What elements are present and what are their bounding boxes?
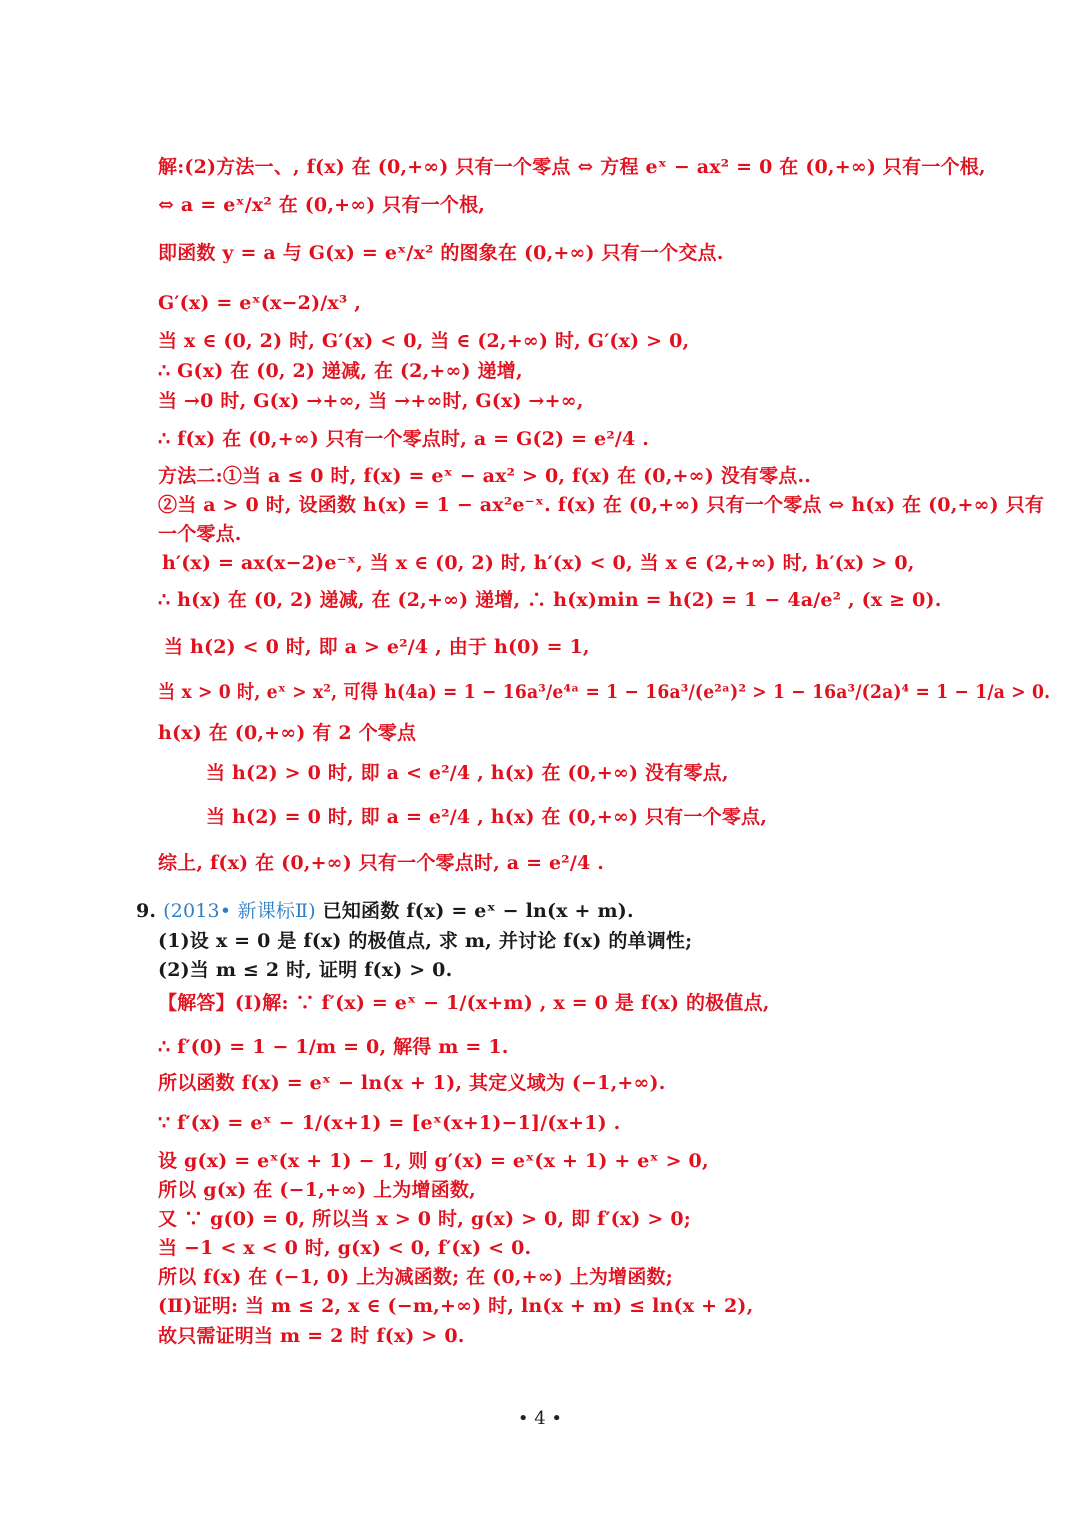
solution-line: ②当 a > 0 时, 设函数 h(x) = 1 − ax²e⁻ˣ. f(x) 在 (0,+∞) 只有一个零点 ⇔ h(x) 在 (0,+∞) 只有 [158, 494, 1045, 516]
answer-line: ∵ f′(x) = eˣ − 1/(x+1) = [eˣ(x+1)−1]/(x+1) . [158, 1112, 621, 1134]
question-9-part2: (2)当 m ≤ 2 时, 证明 f(x) > 0. [158, 959, 453, 981]
answer-line: 又 ∵ g(0) = 0, 所以当 x > 0 时, g(x) > 0, 即 f′(x) > 0; [158, 1208, 691, 1230]
question-source: (2013• 新课标Ⅱ) [163, 900, 316, 922]
solution-line: 解:(2)方法一、, f(x) 在 (0,+∞) 只有一个零点 ⇔ 方程 eˣ − ax² = 0 在 (0,+∞) 只有一个根, [158, 156, 986, 178]
answer-line: 所以函数 f(x) = eˣ − ln(x + 1), 其定义域为 (−1,+∞). [158, 1072, 666, 1094]
solution-line: ∴ G(x) 在 (0, 2) 递减, 在 (2,+∞) 递增, [158, 360, 523, 382]
question-9-stem [136, 898, 634, 924]
answer-line [158, 990, 770, 1016]
question-number: 9. [136, 900, 157, 922]
answer-tag: 【解答】 [158, 992, 235, 1014]
solution-line: G′(x) = eˣ(x−2)/x³ , [158, 292, 362, 314]
question-9-part1: (1)设 x = 0 是 f(x) 的极值点, 求 m, 并讨论 f(x) 的单调性; [158, 930, 693, 952]
solution-line: 当 x > 0 时, eˣ > x², 可得 h(4a) = 1 − 16a³/e⁴ᵃ = 1 − 16a³/(e²ᵃ)² > 1 − 16a³/(2a)⁴ = 1 − 1/a > 0. [158, 681, 1051, 703]
solution-line: h′(x) = ax(x−2)e⁻ˣ, 当 x ∈ (0, 2) 时, h′(x) < 0, 当 x ∈ (2,+∞) 时, h′(x) > 0, [162, 552, 915, 574]
solution-line: 当 h(2) < 0 时, 即 a > e²/4 , 由于 h(0) = 1, [164, 636, 590, 658]
solution-line: ⇔ a = eˣ/x² 在 (0,+∞) 只有一个根, [158, 194, 486, 216]
solution-line: 当 →0 时, G(x) →+∞, 当 →+∞时, G(x) →+∞, [158, 390, 584, 412]
solution-line: ∴ h(x) 在 (0, 2) 递减, 在 (2,+∞) 递增, ∴ h(x)min = h(2) = 1 − 4a/e² , (x ≥ 0). [158, 589, 942, 611]
answer-line: 当 −1 < x < 0 时, g(x) < 0, f′(x) < 0. [158, 1237, 532, 1259]
answer-line: 所以 g(x) 在 (−1,+∞) 上为增函数, [158, 1179, 476, 1201]
answer-line: 所以 f(x) 在 (−1, 0) 上为减函数; 在 (0,+∞) 上为增函数; [158, 1266, 673, 1288]
solution-line: 即函数 y = a 与 G(x) = eˣ/x² 的图象在 (0,+∞) 只有一个交点. [158, 242, 724, 264]
solution-line: 方法二:①当 a ≤ 0 时, f(x) = eˣ − ax² > 0, f(x) 在 (0,+∞) 没有零点.. [158, 465, 812, 487]
answer-line: ∴ f′(0) = 1 − 1/m = 0, 解得 m = 1. [158, 1036, 509, 1058]
solution-line: 当 h(2) = 0 时, 即 a = e²/4 , h(x) 在 (0,+∞) 只有一个零点, [206, 806, 768, 828]
answer-line: 设 g(x) = eˣ(x + 1) − 1, 则 g′(x) = eˣ(x + 1) + eˣ > 0, [158, 1150, 709, 1172]
question-stem-text: 已知函数 f(x) = eˣ − ln(x + m). [322, 900, 634, 922]
solution-line: 综上, f(x) 在 (0,+∞) 只有一个零点时, a = e²/4 . [158, 852, 605, 874]
answer-text: (Ⅰ)解: ∵ f′(x) = eˣ − 1/(x+m) , x = 0 是 f(x) 的极值点, [234, 992, 770, 1014]
solution-line: 当 x ∈ (0, 2) 时, G′(x) < 0, 当 ∈ (2,+∞) 时, G′(x) > 0, [158, 330, 690, 352]
answer-line: 故只需证明当 m = 2 时 f(x) > 0. [158, 1325, 465, 1347]
page-number: • 4 • [517, 1408, 563, 1429]
solution-line: 当 h(2) > 0 时, 即 a < e²/4 , h(x) 在 (0,+∞) 没有零点, [206, 762, 729, 784]
solution-line: 一个零点. [158, 523, 242, 545]
solution-line: ∴ f(x) 在 (0,+∞) 只有一个零点时, a = G(2) = e²/4 . [158, 428, 650, 450]
answer-line: (Ⅱ)证明: 当 m ≤ 2, x ∈ (−m,+∞) 时, ln(x + m) ≤ ln(x + 2), [158, 1295, 754, 1317]
solution-line: h(x) 在 (0,+∞) 有 2 个零点 [158, 722, 417, 744]
